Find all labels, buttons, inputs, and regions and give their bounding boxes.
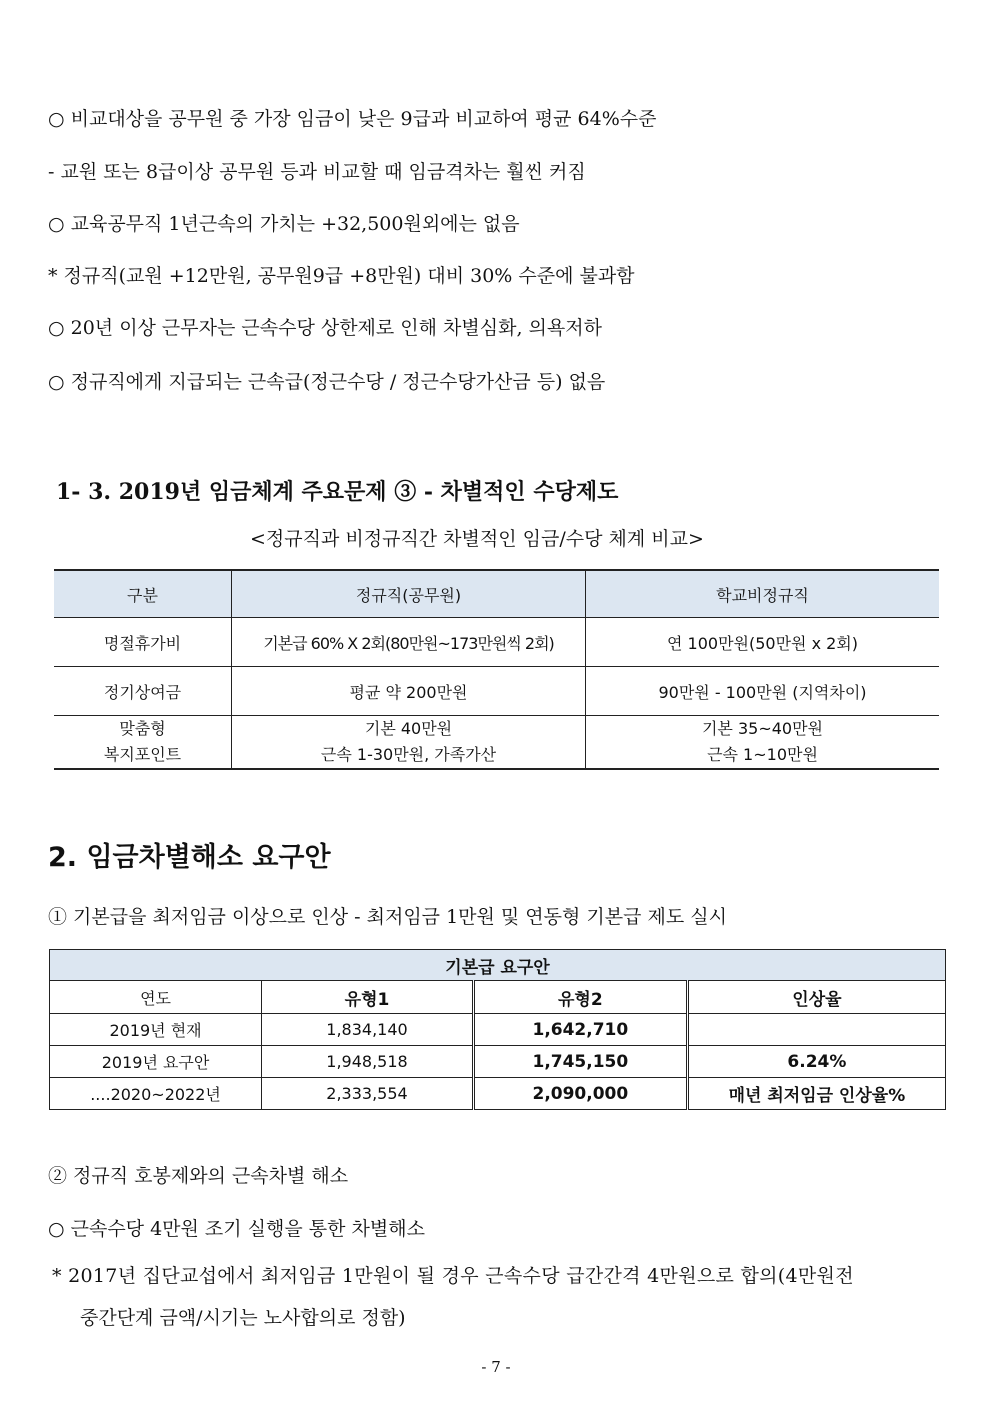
table-cell: 1,834,140 [262, 1014, 474, 1046]
page-number: - 7 - [481, 1358, 511, 1376]
table-cell: 기본 40만원 근속 1-30만원, 가족가산 [232, 716, 586, 770]
demand-item-2-bullet: ○ 근속수당 4만원 조기 실행을 통한 차별해소 [48, 1218, 425, 1240]
table-cell: 2019년 현재 [50, 1014, 262, 1046]
table-cell: ....2020~2022년 [50, 1078, 262, 1110]
table-cell: 2,090,000 [473, 1078, 687, 1110]
table-row [54, 618, 939, 667]
table-title: 기본급 요구안 [50, 950, 946, 981]
table-row [54, 716, 939, 770]
section-title-allowance: 1- 3. 2019년 임금체계 주요문제 ③ - 차별적인 수당제도 [56, 479, 619, 505]
sub-bullet-gap: - 교원 또는 8급이상 공무원 등과 비교할 때 임금격차는 훨씬 커짐 [48, 161, 586, 183]
table-cell: 평균 약 200만원 [232, 667, 586, 716]
table-row [54, 667, 939, 716]
allowance-comparison-table [54, 569, 939, 770]
table-cell: 연 100만원(50만원 x 2회) [586, 618, 940, 667]
bullet-tenure-value: ○ 교육공무직 1년근속의 가치는 +32,500원외에는 없음 [48, 213, 520, 235]
table-caption: <정규직과 비정규직간 차별적인 임금/수당 체계 비교> [250, 528, 704, 550]
table-cell: 1,642,710 [473, 1014, 687, 1046]
col-header: 구분 [54, 570, 232, 618]
agreement-note: * 2017년 집단교섭에서 최저임금 1만원이 될 경우 근속수당 급간간격 4만원으로 합의(4만원전 [52, 1265, 854, 1287]
table-cell: 매년 최저임금 인상율% [687, 1078, 945, 1110]
col-header: 연도 [50, 981, 262, 1014]
table-cell [687, 1014, 945, 1046]
demand-item-1: ① 기본급을 최저임금 이상으로 인상 - 최저임금 1만원 및 연동형 기본급 제도 실시 [48, 906, 727, 928]
table-cell: 1,948,518 [262, 1046, 474, 1078]
table-cell: 90만원 - 100만원 (지역차이) [586, 667, 940, 716]
table-cell: 기본급 60% X 2회(80만원~173만원씩 2회) [232, 618, 586, 667]
table-cell: 명절휴가비 [54, 618, 232, 667]
table-cell: 기본 35~40만원 근속 1~10만원 [586, 716, 940, 770]
note-regular-compare: * 정규직(교원 +12만원, 공무원9급 +8만원) 대비 30% 수준에 불과함 [48, 265, 635, 287]
section-title-demands: 2. 임금차별해소 요구안 [48, 842, 331, 873]
table-cell: 1,745,150 [473, 1046, 687, 1078]
table-row [50, 1078, 946, 1110]
col-header: 유형2 [473, 981, 687, 1014]
col-header: 유형1 [262, 981, 474, 1014]
table-cell: 맞춤형 복지포인트 [54, 716, 232, 770]
table-cell: 2019년 요구안 [50, 1046, 262, 1078]
demand-item-2: ② 정규직 호봉제와의 근속차별 해소 [48, 1165, 349, 1187]
bullet-comparison: ○ 비교대상을 공무원 중 가장 임금이 낮은 9급과 비교하여 평균 64%수준 [48, 108, 657, 130]
bullet-cap: ○ 20년 이상 근무자는 근속수당 상한제로 인해 차별심화, 의욕저하 [48, 317, 602, 339]
col-header: 정규직(공무원) [232, 570, 586, 618]
table-cell: 6.24% [687, 1046, 945, 1078]
table-row [50, 1046, 946, 1078]
table-cell: 2,333,554 [262, 1078, 474, 1110]
col-header: 학교비정규직 [586, 570, 940, 618]
table-cell: 정기상여금 [54, 667, 232, 716]
table-row [50, 1014, 946, 1046]
col-header: 인상율 [687, 981, 945, 1014]
base-pay-table [49, 949, 946, 1110]
bullet-no-tenure-pay: ○ 정규직에게 지급되는 근속급(정근수당 / 정근수당가산금 등) 없음 [48, 371, 606, 393]
agreement-note-cont: 중간단계 금액/시기는 노사합의로 정함) [80, 1307, 406, 1329]
